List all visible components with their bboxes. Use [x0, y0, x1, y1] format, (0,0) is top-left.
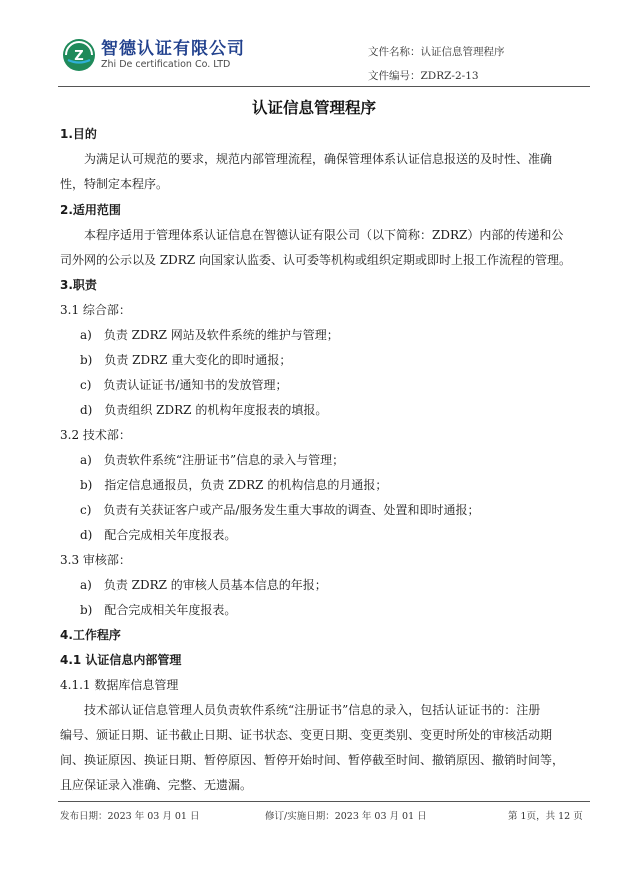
company-name-cn: 智德认证有限公司	[101, 39, 245, 59]
paragraph-line: 为满足认可规范的要求，规范内部管理流程，确保管理体系认证信息报送的及时性、准确	[84, 152, 553, 166]
company-logo	[62, 38, 245, 72]
page-title: 认证信息管理程序	[251, 99, 376, 117]
section-heading: 2.适用范围	[60, 203, 121, 217]
list-item: b) 配合完成相关年度报表。	[80, 603, 237, 617]
doc-name: 文件名称：认证信息管理程序	[368, 46, 505, 58]
paragraph-line: 技术部认证信息管理人员负责软件系统“注册证书”信息的录入，包括认证证书的：注册	[84, 703, 541, 717]
subsection-heading: 3.3 审核部：	[60, 553, 131, 567]
section-heading: 4.工作程序	[60, 628, 121, 642]
revise-date: 修订/实施日期：2023 年 03 月 01 日	[265, 811, 427, 822]
subsection-heading: 3.1 综合部：	[60, 303, 131, 317]
paragraph-line: 间、换证原因、换证日期、暂停原因、暂停开始时间、暂停截至时间、撤销原因、撤销时间等，	[60, 753, 565, 767]
svg-text:Z: Z	[74, 49, 84, 64]
paragraph-line: 且应保证录入准确、完整、无遗漏。	[60, 778, 253, 792]
paragraph-line: 本程序适用于管理体系认证信息在智德认证有限公司（以下简称：ZDRZ）内部的传递和公	[84, 228, 564, 242]
list-item: d) 负责组织 ZDRZ 的机构年度报表的填报。	[80, 403, 328, 417]
list-item: c) 负责认证证书/通知书的发放管理；	[80, 378, 288, 392]
paragraph-line: 性，特制定本程序。	[60, 177, 169, 191]
list-item: b) 负责 ZDRZ 重大变化的即时通报；	[80, 353, 292, 367]
paragraph-line: 司外网的公示以及 ZDRZ 向国家认监委、认可委等机构或组织定期或即时上报工作流程的管理。	[60, 253, 571, 267]
company-name-en: Zhi De certification Co. LTD	[101, 59, 231, 70]
doc-code: 文件编号：ZDRZ-2-13	[368, 70, 479, 82]
subsection-heading: 4.1.1 数据库信息管理	[60, 678, 179, 692]
list-item: c) 负责有关获证客户或产品/服务发生重大事故的调查、处置和即时通报；	[80, 503, 480, 517]
publish-date: 发布日期：2023 年 03 月 01 日	[60, 811, 200, 822]
list-item: d) 配合完成相关年度报表。	[80, 528, 237, 542]
list-item: a) 负责 ZDRZ 网站及软件系统的维护与管理；	[80, 328, 339, 342]
section-heading: 3.职责	[60, 278, 97, 292]
subsection-heading: 4.1 认证信息内部管理	[60, 653, 182, 667]
document-info	[368, 40, 505, 88]
list-item: b) 指定信息通报员，负责 ZDRZ 的机构信息的月通报；	[80, 478, 388, 492]
subsection-heading: 3.2 技术部：	[60, 428, 131, 442]
section-heading: 1.目的	[60, 127, 97, 141]
paragraph-line: 编号、颁证日期、证书截止日期、证书状态、变更日期、变更类别、变更时所处的审核活动期	[60, 728, 553, 742]
footer-divider	[58, 801, 590, 802]
list-item: a) 负责软件系统“注册证书”信息的录入与管理；	[80, 453, 345, 467]
company-logo-icon	[62, 38, 96, 72]
list-item: a) 负责 ZDRZ 的审核人员基本信息的年报；	[80, 578, 327, 592]
header-divider	[58, 86, 590, 87]
page-number: 第 1页，共 12 页	[508, 811, 583, 822]
